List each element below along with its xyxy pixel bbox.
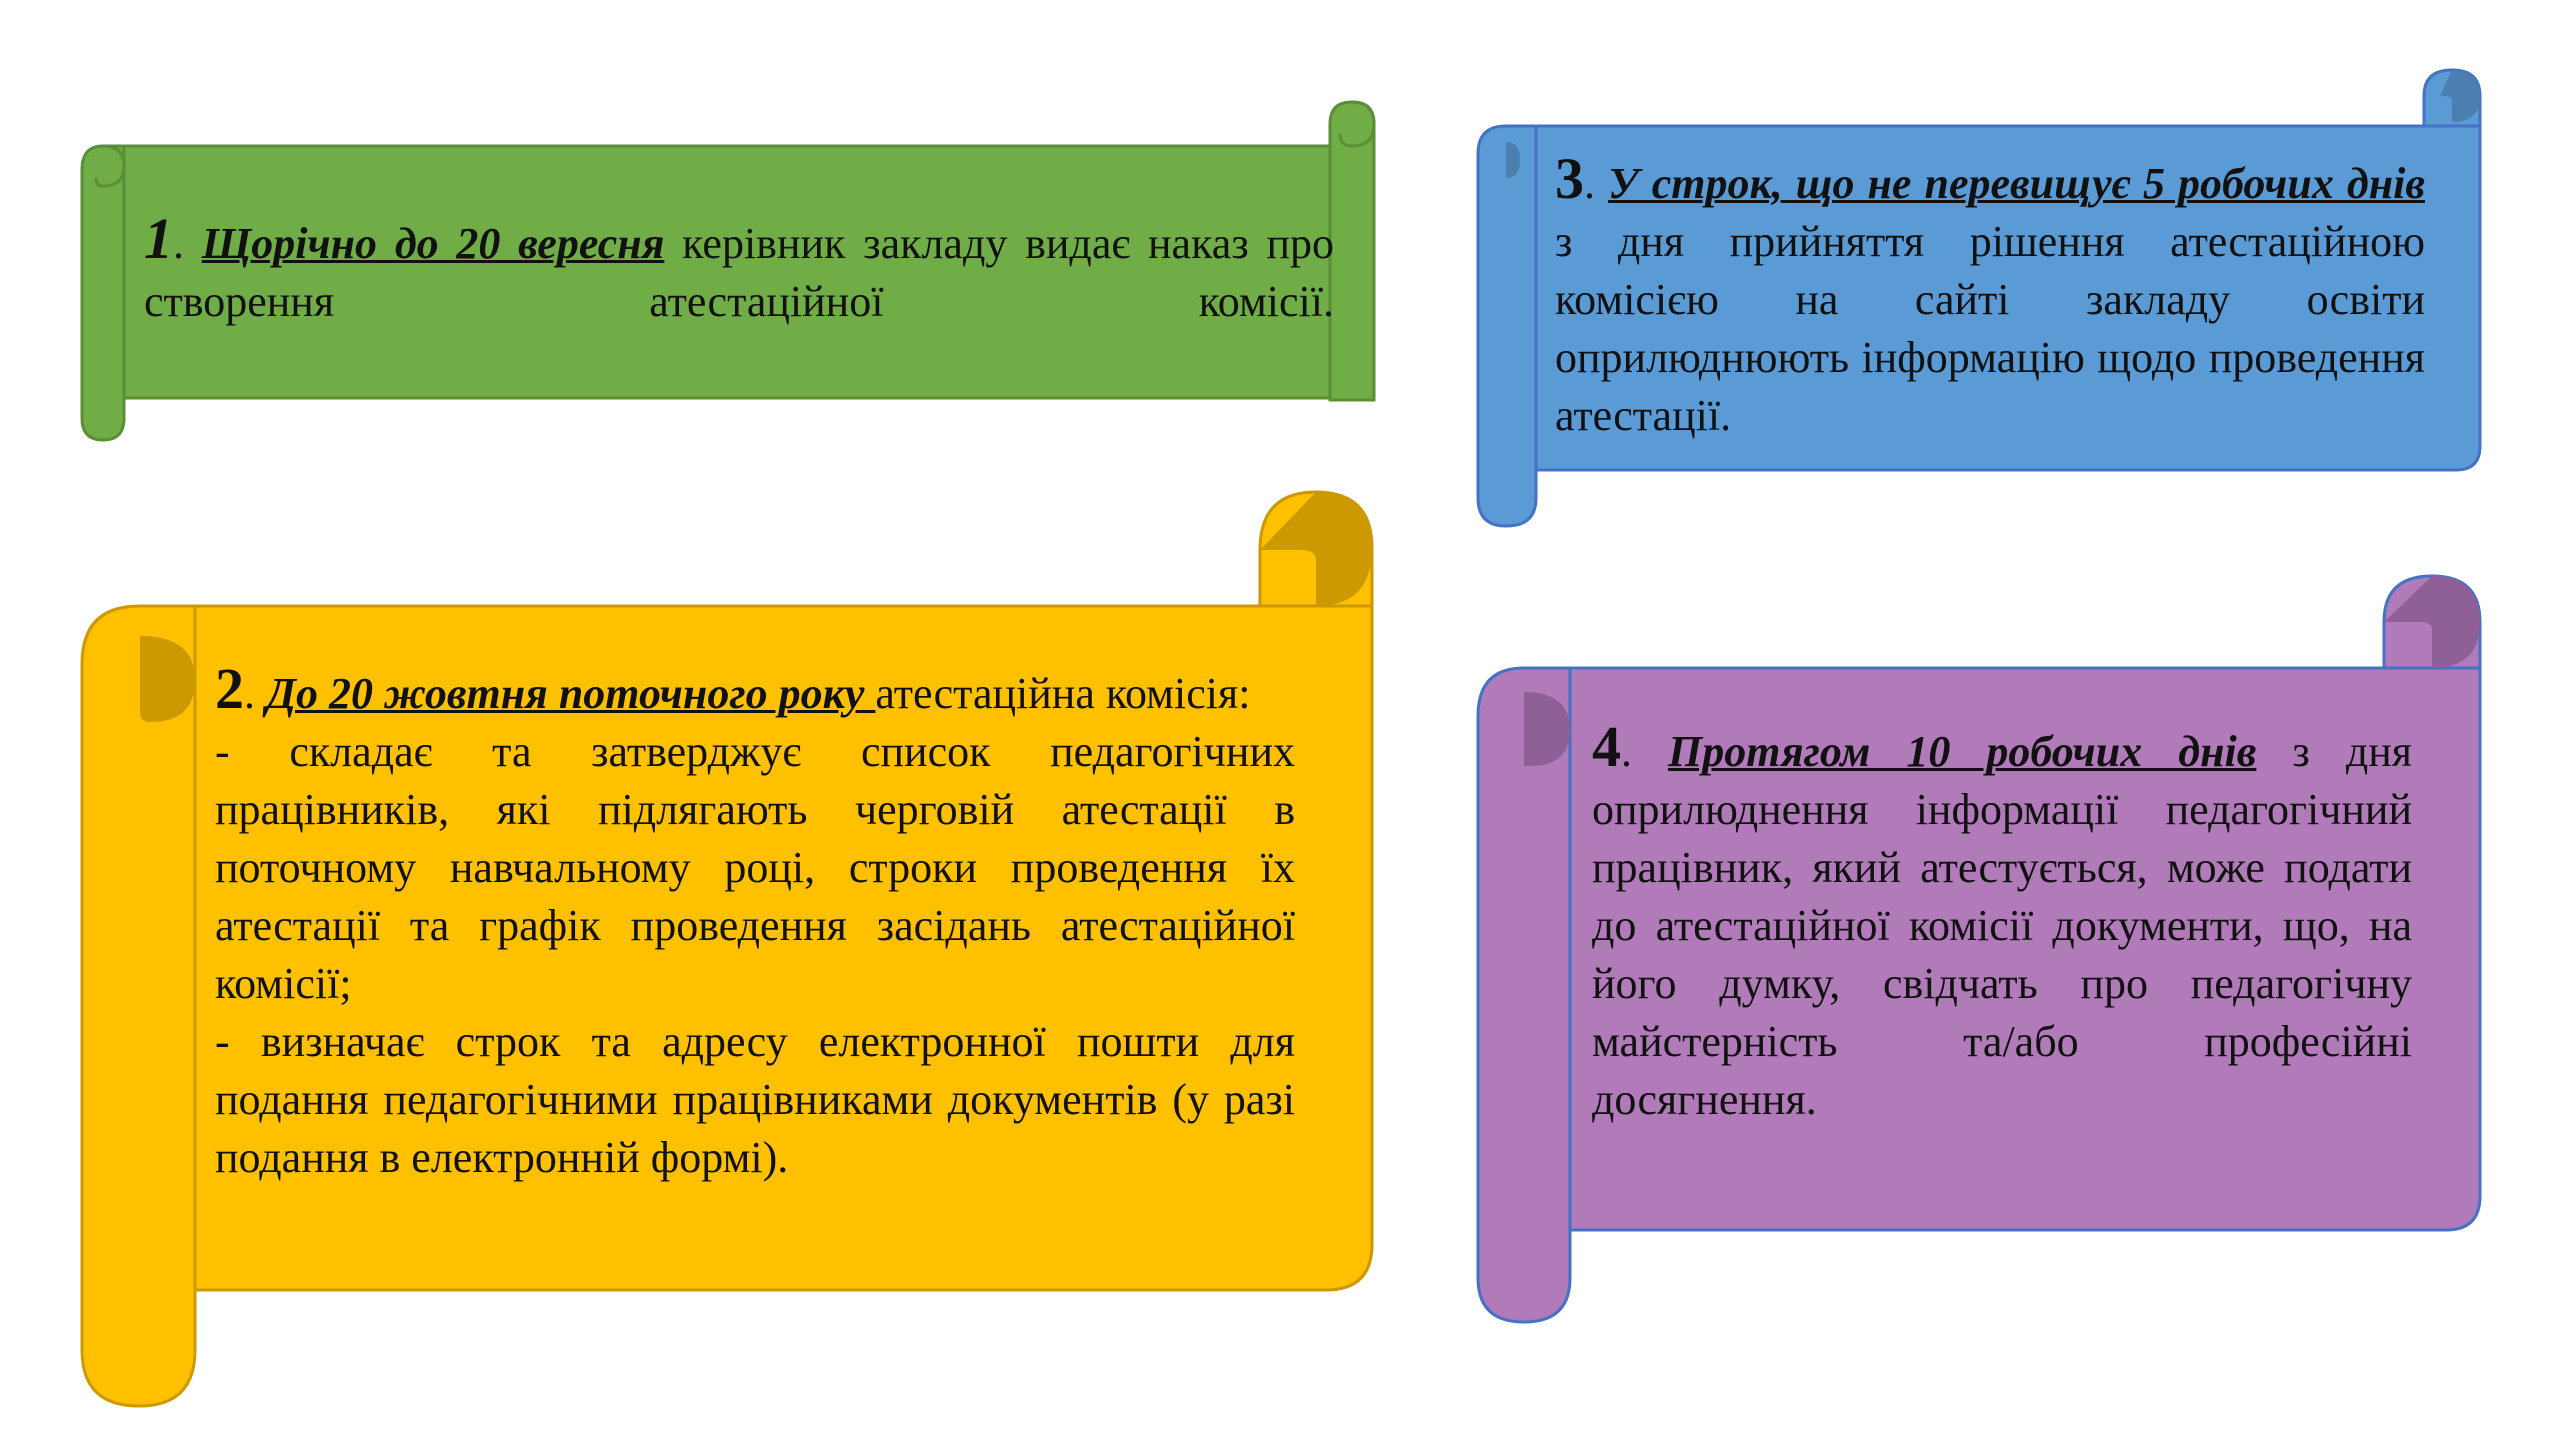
card-2-text: 2. До 20 жовтня поточного року атестаційна комісія: - складає та затверджує список педагогічних працівників, які підлягають черговій атестації в поточному навчальному році, строки проведення їх атестації та графік проведення засідань атестаційної комісії; - визначає строк та адресу електронної пошти для подання педагогічними працівниками документів (у разі подання в електронній формі). (215, 660, 1295, 1187)
card-3-number: 3 (1555, 146, 1584, 211)
card-1-lead: Щорічно до 20 вересня (201, 219, 665, 268)
card-2-item-2: - визначає строк та адресу електронної пошти для подання педагогічними працівниками документів (у разі подання в електронній формі). (215, 1017, 1295, 1182)
card-2-body: атестаційна комісія: (875, 669, 1251, 718)
card-2-item-1: - складає та затверджує список педагогічних працівників, які підлягають черговій атестації в поточному навчальному році, строки проведення їх атестації та графік проведення засідань атестаційної комісії; (215, 727, 1295, 1008)
card-3-lead: У строк, що не перевищує 5 робочих днів (1608, 159, 2425, 208)
card-1-text: 1. Щорічно до 20 вересня керівник закладу видає наказ про створення атестаційної комісії. (144, 206, 1335, 326)
card-4-lead: Протягом 10 робочих днів (1668, 727, 2257, 776)
card-4-number: 4 (1592, 714, 1621, 779)
card-2-number: 2 (215, 656, 244, 721)
card-3-body: з дня прийняття рішення атестаційною комісією на сайті закладу освіти оприлюднюють інформацію щодо проведення атестації. (1555, 217, 2425, 440)
card-1-number: 1 (144, 206, 173, 271)
card-2-lead: До 20 жовтня поточного року (266, 669, 876, 718)
card-1-body: керівник закладу видає наказ про створення атестаційної комісії. (144, 219, 1335, 326)
card-3-text: 3. У строк, що не перевищує 5 робочих днів з дня прийняття рішення атестаційною комісією на сайті закладу освіти оприлюднюють інформацію щодо проведення атестації. (1555, 146, 2425, 440)
card-4-body: з дня оприлюднення інформації педагогічний працівник, який атестується, може подати до атестаційної комісії документи, що, на його думку, свідчать про педагогічну майстерність та/або професійні досягнення. (1592, 727, 2413, 1124)
card-4-text: 4. Протягом 10 робочих днів з дня оприлюднення інформації педагогічний працівник, який атестується, може подати до атестаційної комісії документи, що, на його думку, свідчать про педагогічну майстерність та/або професійні досягнення. (1592, 714, 2413, 1124)
